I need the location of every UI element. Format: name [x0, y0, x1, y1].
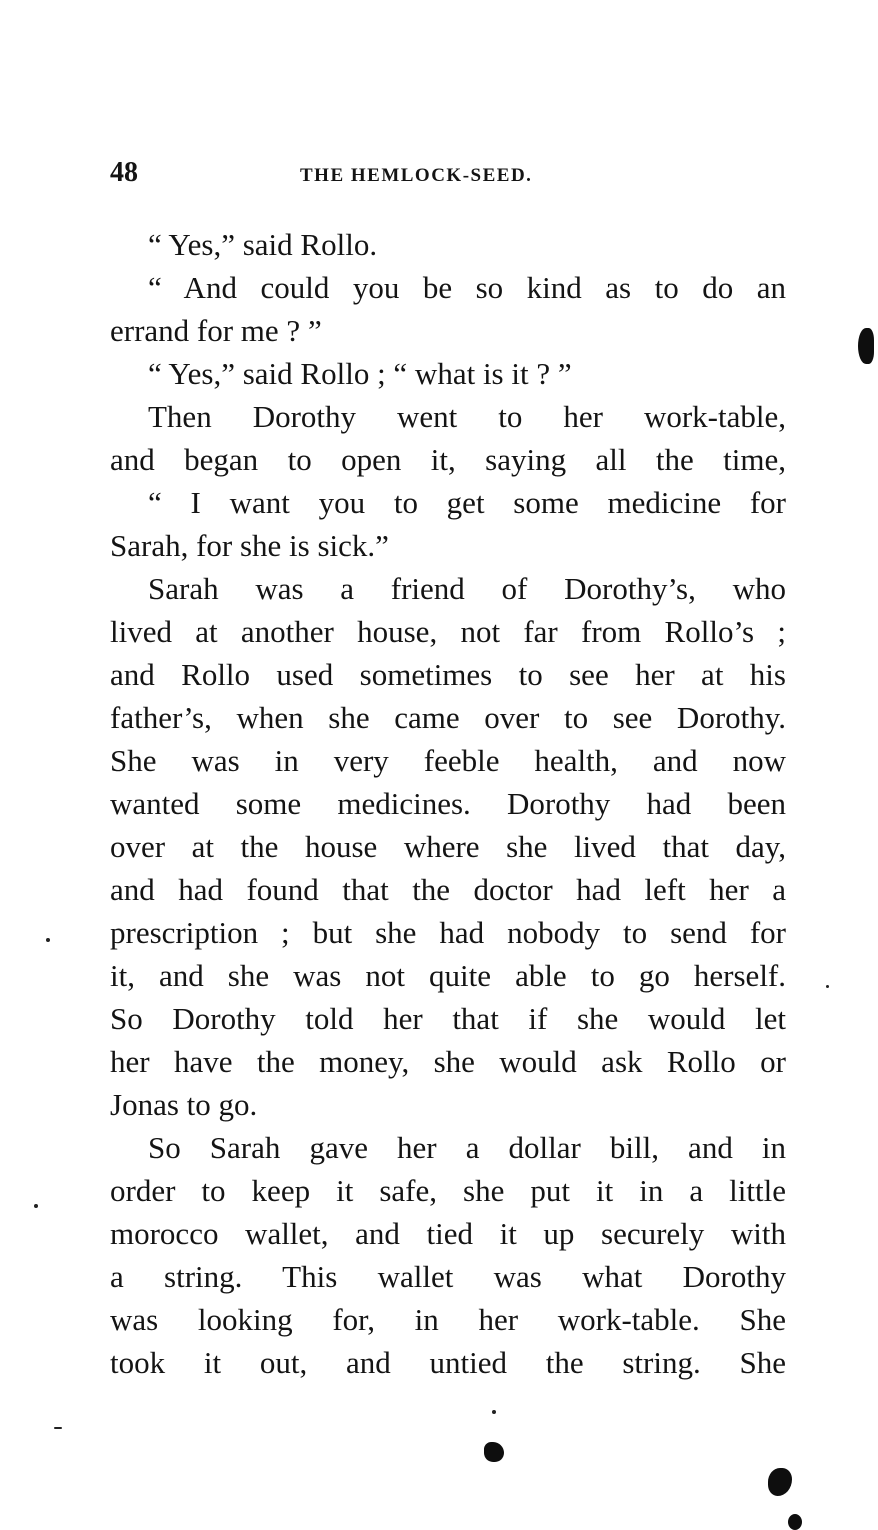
text-line: and began to open it, saying all the time, — [110, 442, 786, 477]
page-number: 48 — [110, 157, 138, 188]
text-line: errand for me ? ” — [110, 313, 322, 348]
text-line: Then Dorothy went to her work-table, — [148, 399, 786, 434]
text-line: father’s, when she came over to see Dorothy. — [110, 700, 786, 735]
ink-blot — [768, 1468, 792, 1496]
text-line: So Sarah gave her a dollar bill, and in — [148, 1130, 786, 1165]
text-line: lived at another house, not far from Rollo’s ; — [110, 614, 786, 649]
text-line: took it out, and untied the string. She — [110, 1345, 786, 1380]
text-line: it, and she was not quite able to go herself. — [110, 958, 786, 993]
text-line: “ I want you to get some medicine for — [148, 485, 786, 520]
text-line: and Rollo used sometimes to see her at his — [110, 657, 786, 692]
text-line: was looking for, in her work-table. She — [110, 1302, 786, 1337]
speck — [826, 985, 829, 988]
running-head: THE HEMLOCK-SEED. — [300, 165, 533, 186]
text-line: So Dorothy told her that if she would let — [110, 1001, 786, 1036]
speck — [54, 1427, 62, 1429]
text-line: order to keep it safe, she put it in a little — [110, 1173, 786, 1208]
text-line: “ Yes,” said Rollo ; “ what is it ? ” — [148, 356, 572, 391]
speck — [34, 1204, 38, 1208]
speck — [46, 938, 50, 942]
page-header — [110, 158, 790, 192]
text-line: over at the house where she lived that day, — [110, 829, 786, 864]
ink-blot — [484, 1442, 504, 1462]
text-line: She was in very feeble health, and now — [110, 743, 786, 778]
text-line: “ And could you be so kind as to do an — [148, 270, 786, 305]
ink-blot — [788, 1514, 802, 1530]
text-line: a string. This wallet was what Dorothy — [110, 1259, 786, 1294]
text-line: Sarah, for she is sick.” — [110, 528, 389, 563]
body-text — [110, 223, 786, 1384]
text-line: prescription ; but she had nobody to send for — [110, 915, 786, 950]
ink-blot — [858, 328, 874, 364]
text-line: morocco wallet, and tied it up securely with — [110, 1216, 786, 1251]
text-line: her have the money, she would ask Rollo or — [110, 1044, 786, 1079]
text-line: and had found that the doctor had left her a — [110, 872, 786, 907]
text-line: Sarah was a friend of Dorothy’s, who — [148, 571, 786, 606]
speck — [492, 1410, 496, 1414]
text-line: “ Yes,” said Rollo. — [148, 227, 378, 262]
text-line: Jonas to go. — [110, 1087, 258, 1122]
text-line: wanted some medicines. Dorothy had been — [110, 786, 786, 821]
